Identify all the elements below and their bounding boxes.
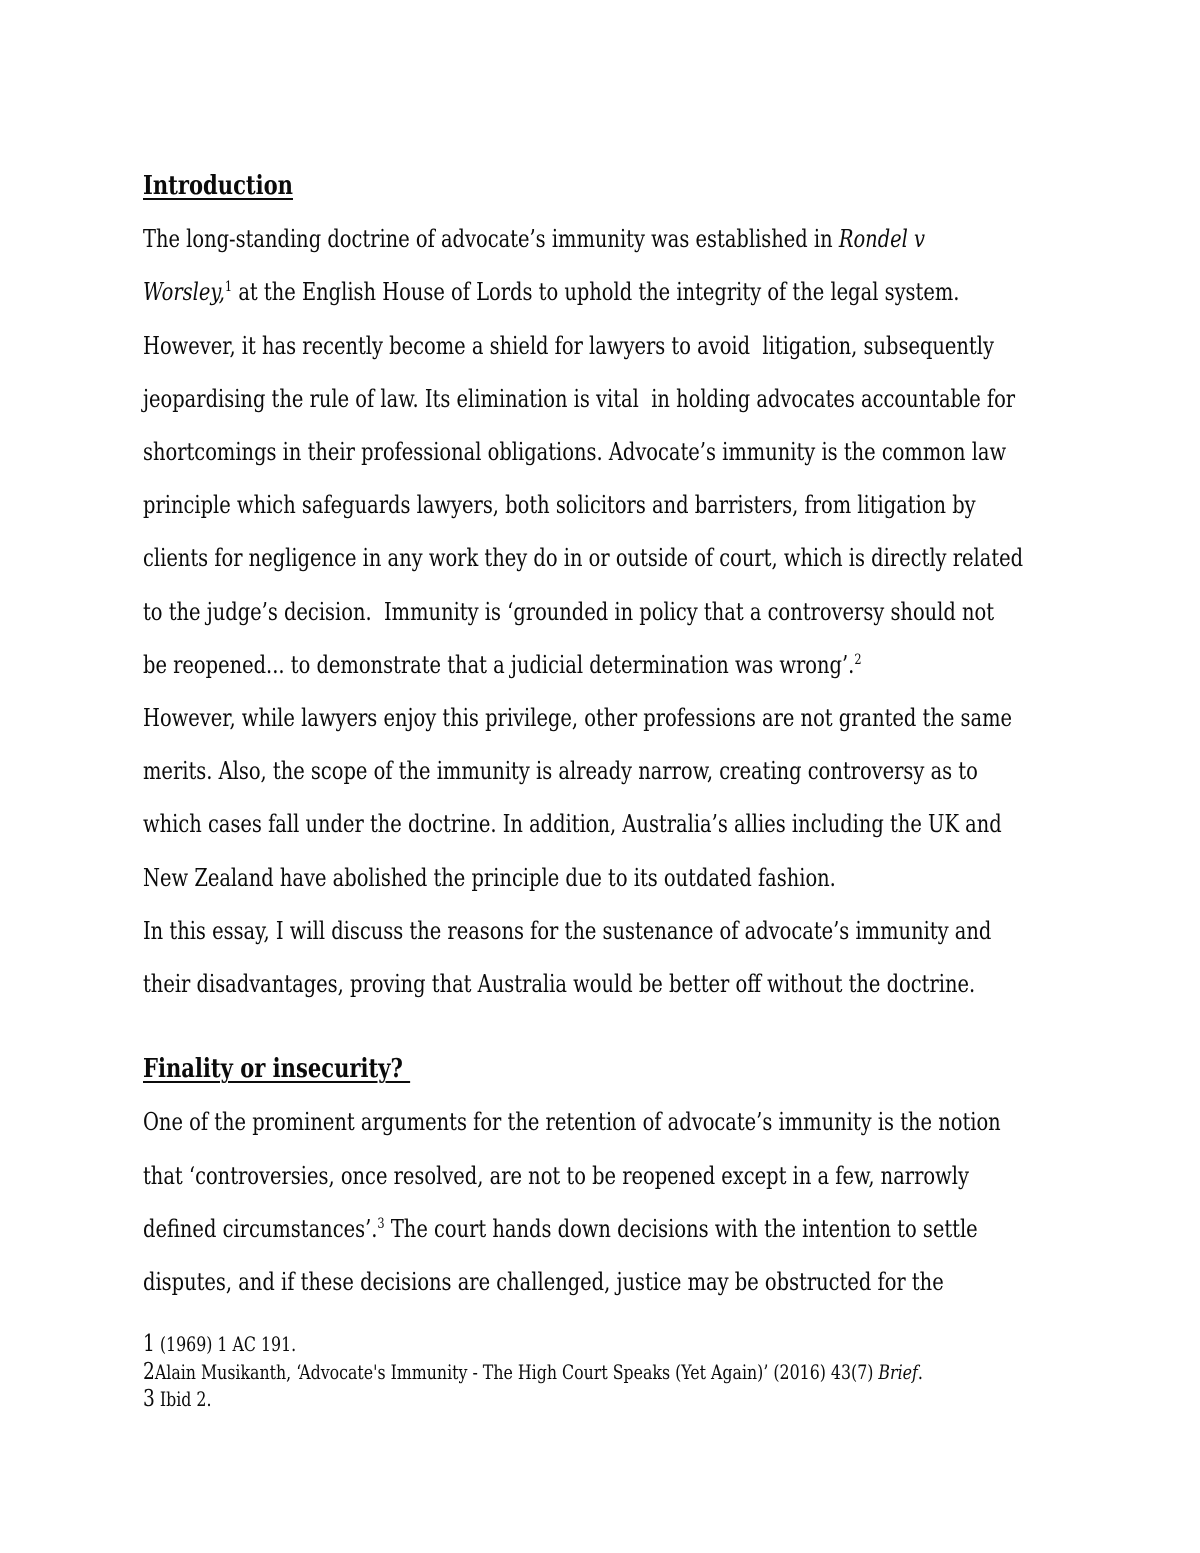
- text-run: (1969) 1 AC 191.: [154, 1333, 297, 1357]
- document-body: [143, 160, 1123, 1414]
- text-run: However, it has recently become a shield for lawyers to avoid litigation, subsequently: [143, 331, 994, 360]
- text-line: [143, 532, 1024, 585]
- text-line: [143, 745, 978, 798]
- text-run: However, while lawyers enjoy this privilege, other professions are not granted the same: [143, 704, 1013, 733]
- text-line: [143, 798, 1002, 851]
- footnote-reference-superscript: 2: [854, 651, 862, 668]
- italic-text-run: Brief: [878, 1360, 918, 1384]
- text-run: New Zealand have abolished the principle due to its outdated fashion.: [143, 863, 836, 892]
- text-line: [143, 1096, 1001, 1149]
- text-run: Ibid 2.: [154, 1388, 212, 1412]
- footnote-number: 1: [143, 1331, 155, 1358]
- text-run: at the English House of Lords to uphold the integrity of the legal system.: [232, 278, 960, 307]
- text-run: merits. Also, the scope of the immunity is already narrow, creating controversy as to: [143, 757, 978, 786]
- text-run: to the judge’s decision. Immunity is ‘grounded in policy that a controversy should not: [143, 597, 995, 626]
- introduction-heading: [143, 160, 937, 213]
- finality-heading: [143, 1043, 937, 1096]
- footnote-line: [143, 1386, 937, 1414]
- text-run: Finality or insecurity?: [143, 1054, 411, 1085]
- text-line: [143, 213, 937, 266]
- text-run: In this essay, I will discuss the reasons for the sustenance of advocate’s immunity and: [143, 916, 992, 945]
- text-line: [143, 852, 937, 905]
- text-line: [143, 1256, 944, 1309]
- italic-text-run: Worsley,: [143, 278, 225, 307]
- text-run: The long-standing doctrine of advocate’s immunity was established in: [143, 225, 839, 254]
- text-run: their disadvantages, proving that Australia would be better off without the doctrine.: [143, 970, 976, 999]
- text-run: The court hands down decisions with the intention to settle: [384, 1214, 978, 1243]
- text-line: [143, 320, 994, 373]
- text-run: Introduction: [143, 171, 293, 201]
- text-line: [143, 479, 976, 532]
- footnote-reference-superscript: 3: [377, 1215, 385, 1232]
- footnote-reference-superscript: 1: [224, 279, 233, 296]
- text-line: [143, 692, 1013, 745]
- text-run: be reopened... to demonstrate that a judicial determination was wrong’.: [143, 650, 855, 679]
- footnote-line: [143, 1331, 937, 1359]
- text-run: which cases fall under the doctrine. In addition, Australia’s allies including the UK and: [143, 810, 1002, 839]
- text-run: that ‘controversies, once resolved, are not to be reopened except in a few, narrowly: [143, 1161, 969, 1190]
- text-line: [143, 1203, 978, 1256]
- text-run: clients for negligence in any work they do in or outside of court, which is directly related: [143, 544, 1024, 573]
- text-line: [143, 586, 995, 639]
- footnote-line: [143, 1359, 937, 1387]
- text-line: [143, 1150, 969, 1203]
- text-line: [143, 905, 992, 958]
- text-line: [143, 426, 1007, 479]
- footnotes: [143, 1331, 1123, 1414]
- text-run: One of the prominent arguments for the retention of advocate’s immunity is the notion: [143, 1108, 1001, 1137]
- footnote-number: 3: [143, 1386, 155, 1413]
- text-line: [143, 373, 1016, 426]
- text-line: [143, 958, 976, 1011]
- text-run: jeopardising the rule of law. Its elimination is vital in holding advocates accountable for: [143, 384, 1016, 413]
- footnote-number: 2: [143, 1358, 155, 1385]
- text-run: shortcomings in their professional obligations. Advocate’s immunity is the common law: [143, 438, 1007, 467]
- italic-text-run: Rondel v: [838, 225, 926, 254]
- text-run: defined circumstances’.: [143, 1214, 378, 1243]
- text-line: [143, 639, 937, 692]
- text-run: .: [917, 1360, 923, 1384]
- text-run: disputes, and if these decisions are challenged, justice may be obstructed for the: [143, 1268, 944, 1297]
- text-run: principle which safeguards lawyers, both solicitors and barristers, from litigation by: [143, 491, 976, 520]
- text-line: [143, 266, 960, 319]
- text-run: Alain Musikanth, ‘Advocate's Immunity - The High Court Speaks (Yet Again)’ (2016) 43(7): [154, 1360, 879, 1384]
